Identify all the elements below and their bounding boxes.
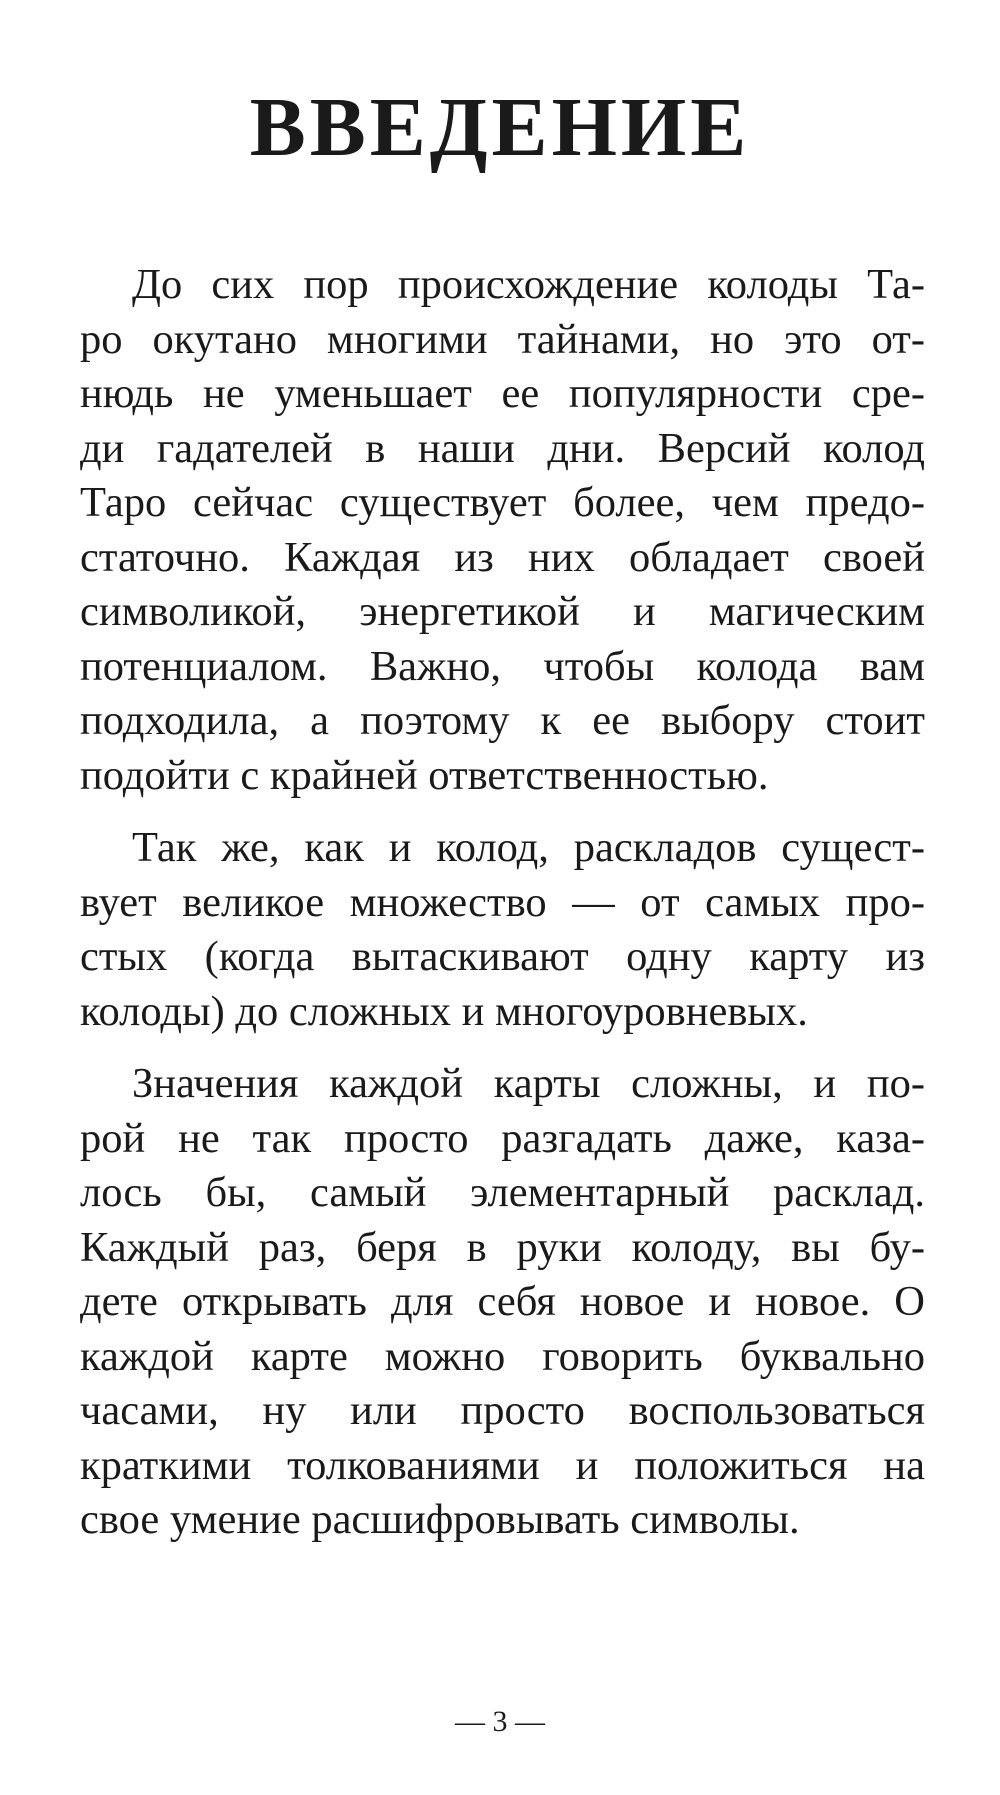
text-line: потенциалом. Важно, чтобы колода вам — [80, 642, 925, 690]
page-number: — 3 — — [455, 1705, 545, 1738]
paragraph — [80, 1057, 925, 1548]
text-line: подойти с крайней ответственностью. — [80, 751, 769, 799]
text-line: Так же, как и колод, раскладов сущест- — [132, 824, 925, 871]
text-line: каждой карте можно говорить буквально — [80, 1332, 925, 1380]
text-line: подходила, а поэтому к ее выбору стоит — [80, 697, 925, 744]
text-line: ро окутано многими тайнами, но это от- — [80, 315, 925, 363]
text-line: стых (когда вытаскивают одну карту из — [80, 933, 925, 980]
text-line: свое умение расшифровывать символы. — [80, 1496, 800, 1543]
text-line: краткими толкованиями и положиться на — [80, 1441, 925, 1489]
text-line: колоды) до сложных и многоуровневых. — [80, 987, 808, 1035]
text-line: ди гадателей в наши дни. Версий колод — [80, 424, 925, 472]
paragraph — [80, 258, 925, 803]
text-line: Каждый раз, беря в руки колоду, вы бу- — [80, 1223, 925, 1271]
paragraph — [80, 821, 925, 1039]
text-line: До сих пор происхождение колоды Та- — [132, 261, 925, 308]
body-text — [80, 258, 925, 1548]
text-line: символикой, энергетикой и магическим — [80, 588, 925, 635]
text-line: статочно. Каждая из них обладает своей — [80, 533, 925, 581]
text-line: Таро сейчас существует более, чем предо- — [80, 479, 925, 526]
text-line: дете открывать для себя новое и новое. О — [80, 1278, 925, 1325]
text-line: нюдь не уменьшает ее популярности сре- — [80, 370, 925, 417]
text-line: рой не так просто разгадать даже, каза- — [80, 1114, 925, 1162]
text-line: часами, ну или просто воспользоваться — [80, 1387, 925, 1434]
text-line: лось бы, самый элементарный расклад. — [80, 1169, 925, 1216]
text-line: вует великое множество — от самых про- — [80, 878, 925, 926]
chapter-title: ВВЕДЕНИЕ — [249, 81, 751, 174]
text-line: Значения каждой карты сложны, и по- — [132, 1060, 925, 1107]
